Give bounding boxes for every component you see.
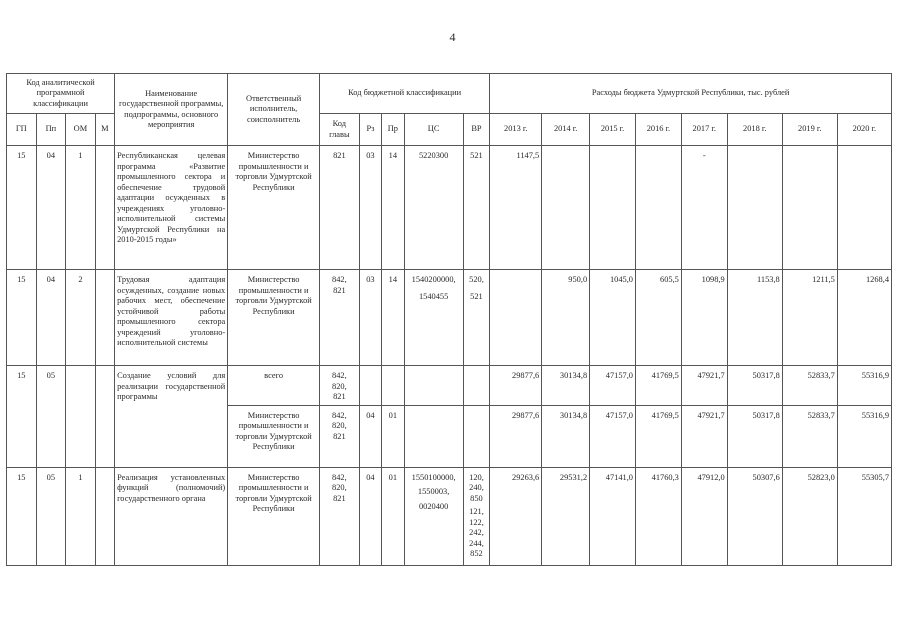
glava-code: 842, — [332, 275, 347, 284]
cell-value: 47921,7 — [681, 366, 727, 406]
cell-value: 41769,5 — [635, 366, 681, 406]
vr-code: 521 — [470, 291, 483, 301]
cell-responsible: Министерство промышленности и торговли Удмуртской Республики — [228, 467, 320, 565]
header-pp: Пп — [36, 114, 66, 146]
cell-glava — [319, 366, 359, 406]
vr-code: 520, — [469, 275, 484, 284]
cell-rz: 03 — [359, 270, 381, 366]
header-year: 2018 г. — [727, 114, 782, 146]
glava-code: 821 — [333, 285, 346, 295]
cell-rz: 04 — [359, 467, 381, 565]
cell-vr — [463, 405, 490, 467]
cell-pp: 05 — [36, 366, 66, 468]
cell-value: 47157,0 — [590, 366, 636, 406]
cell-cs — [404, 270, 463, 366]
cell-pr: 14 — [382, 146, 404, 270]
header-glava: Код главы — [319, 114, 359, 146]
cell-value: 47157,0 — [590, 405, 636, 467]
cell-om: 1 — [66, 146, 96, 270]
cell-cs — [404, 146, 463, 270]
cell-program-name: Реализация установленных функций (полномочий) государственного органа — [115, 467, 228, 565]
cell-rz — [359, 366, 381, 406]
cell-vr — [463, 467, 490, 565]
cell-gp: 15 — [7, 270, 37, 366]
cell-pr — [382, 366, 404, 406]
cell-m — [95, 366, 114, 468]
header-year: 2020 г. — [837, 114, 891, 146]
vr-code: 244, — [469, 538, 484, 548]
cell-value: 1153,8 — [727, 270, 782, 366]
header-rz: Рз — [359, 114, 381, 146]
cell-m — [95, 467, 114, 565]
header-expenses-group: Расходы бюджета Удмуртской Республики, тыс. рублей — [490, 74, 892, 114]
vr-code: 852 — [470, 549, 483, 558]
cell-value: 41760,3 — [635, 467, 681, 565]
cell-responsible: всего — [228, 366, 320, 406]
cs-code: 1550003, — [417, 487, 450, 496]
table-row — [7, 146, 892, 270]
cell-program-name: Республиканская целевая программа «Развитие промышленного сектора и обеспечение трудовой адаптации осужденных в учреждениях уголовно-исполнительной системы Удмуртской Республики на 2010-2015 годы» — [115, 146, 228, 270]
cell-value — [837, 146, 891, 270]
cell-rz: 03 — [359, 146, 381, 270]
cell-value: 30134,8 — [542, 366, 590, 406]
cell-value — [590, 146, 636, 270]
header-year: 2014 г. — [542, 114, 590, 146]
table-row — [7, 270, 892, 366]
vr-code: 242, — [469, 528, 484, 537]
header-year: 2015 г. — [590, 114, 636, 146]
cell-m — [95, 270, 114, 366]
vr-code: 120, — [469, 472, 484, 482]
cell-value: 29263,6 — [490, 467, 542, 565]
vr-code: 240, — [469, 483, 484, 492]
cell-om: 2 — [66, 270, 96, 366]
cell-value — [635, 146, 681, 270]
cell-vr — [463, 146, 490, 270]
cell-value: 1268,4 — [837, 270, 891, 366]
glava-code: 820, — [332, 421, 347, 430]
cell-gp: 15 — [7, 146, 37, 270]
cell-value: 41769,5 — [635, 405, 681, 467]
header-gp: ГП — [7, 114, 37, 146]
cell-responsible: Министерство промышленности и торговли Удмуртской Республики — [228, 146, 320, 270]
cell-value: 1098,9 — [681, 270, 727, 366]
cell-value — [542, 146, 590, 270]
glava-code: 821 — [333, 493, 346, 503]
cell-pr: 01 — [382, 467, 404, 565]
cell-cs — [404, 366, 463, 406]
cell-value — [727, 146, 782, 270]
cell-value: 47141,0 — [590, 467, 636, 565]
cell-vr — [463, 366, 490, 406]
cell-pp: 04 — [36, 146, 66, 270]
cell-value: 47912,0 — [681, 467, 727, 565]
cell-value: 950,0 — [542, 270, 590, 366]
budget-table — [6, 73, 892, 566]
cs-code: 1540200000, — [411, 275, 456, 284]
vr-code: 122, — [469, 517, 484, 527]
cell-responsible: Министерство промышленности и торговли Удмуртской Республики — [228, 270, 320, 366]
cell-value: 50307,6 — [727, 467, 782, 565]
cell-pr: 14 — [382, 270, 404, 366]
glava-code: 821 — [333, 431, 346, 441]
cell-value: 29877,6 — [490, 405, 542, 467]
glava-code: 842, — [332, 472, 347, 482]
cell-value: 605,5 — [635, 270, 681, 366]
cell-glava — [319, 146, 359, 270]
vr-code: 521 — [470, 151, 483, 160]
glava-code: 821 — [333, 392, 346, 401]
table-row — [7, 366, 892, 406]
page-number: 4 — [449, 30, 456, 44]
header-vr: ВР — [463, 114, 490, 146]
header-year: 2013 г. — [490, 114, 542, 146]
cell-value: - — [681, 146, 727, 270]
glava-code: 820, — [332, 381, 347, 391]
cell-value: 55316,9 — [837, 405, 891, 467]
cell-cs — [404, 405, 463, 467]
cell-rz: 04 — [359, 405, 381, 467]
cell-value: 47921,7 — [681, 405, 727, 467]
cell-value: 52833,7 — [782, 366, 837, 406]
header-cs: ЦС — [404, 114, 463, 146]
header-year: 2016 г. — [635, 114, 681, 146]
cell-pp: 05 — [36, 467, 66, 565]
header-budget-code-group: Код бюджетной классификации — [319, 74, 489, 114]
header-year: 2019 г. — [782, 114, 837, 146]
cell-vr — [463, 270, 490, 366]
cell-m — [95, 146, 114, 270]
glava-code: 821 — [333, 151, 346, 160]
glava-code: 842, — [332, 410, 347, 420]
cell-value — [490, 270, 542, 366]
cell-cs — [404, 467, 463, 565]
header-om: ОМ — [66, 114, 96, 146]
vr-code: 121, — [469, 507, 484, 516]
glava-code: 842, — [332, 371, 347, 380]
cell-value: 1045,0 — [590, 270, 636, 366]
table-row — [7, 467, 892, 565]
cell-value: 1147,5 — [490, 146, 542, 270]
cell-glava — [319, 270, 359, 366]
cell-pr: 01 — [382, 405, 404, 467]
header-year: 2017 г. — [681, 114, 727, 146]
cell-om: 1 — [66, 467, 96, 565]
cs-code: 1550100000, — [411, 472, 456, 482]
cell-value: 29531,2 — [542, 467, 590, 565]
cell-value: 52823,0 — [782, 467, 837, 565]
cell-gp: 15 — [7, 467, 37, 565]
header-m: М — [95, 114, 114, 146]
cell-value: 55316,9 — [837, 366, 891, 406]
cell-pp: 04 — [36, 270, 66, 366]
cell-value: 52833,7 — [782, 405, 837, 467]
vr-code: 850 — [470, 493, 483, 503]
cell-value — [782, 146, 837, 270]
cs-code: 5220300 — [418, 151, 449, 160]
cell-value: 50317,8 — [727, 366, 782, 406]
cell-value: 30134,8 — [542, 405, 590, 467]
cell-value: 55305,7 — [837, 467, 891, 565]
cell-program-name: Создание условий для реализации государственной программы — [115, 366, 228, 468]
cell-gp: 15 — [7, 366, 37, 468]
header-code-group: Код аналитической программной классификации — [7, 74, 115, 114]
header-pr: Пр — [382, 114, 404, 146]
cell-value: 1211,5 — [782, 270, 837, 366]
cell-program-name: Трудовая адаптация осужденных, создание новых рабочих мест, обеспечение устойчивой работы промышленного сектора учреждений уголовно-исполнительной системы — [115, 270, 228, 366]
cell-responsible: Министерство промышленности и торговли Удмуртской Республики — [228, 405, 320, 467]
cell-om — [66, 366, 96, 468]
cell-value: 50317,8 — [727, 405, 782, 467]
cell-value: 29877,6 — [490, 366, 542, 406]
cs-code: 0020400 — [418, 501, 449, 511]
cs-code: 1540455 — [418, 291, 449, 301]
header-name: Наименование государственной программы, подпрограммы, основного мероприятия — [115, 74, 228, 146]
header-responsible: Ответственный исполнитель, соисполнитель — [228, 74, 320, 146]
glava-code: 820, — [332, 483, 347, 492]
cell-glava — [319, 467, 359, 565]
cell-glava — [319, 405, 359, 467]
